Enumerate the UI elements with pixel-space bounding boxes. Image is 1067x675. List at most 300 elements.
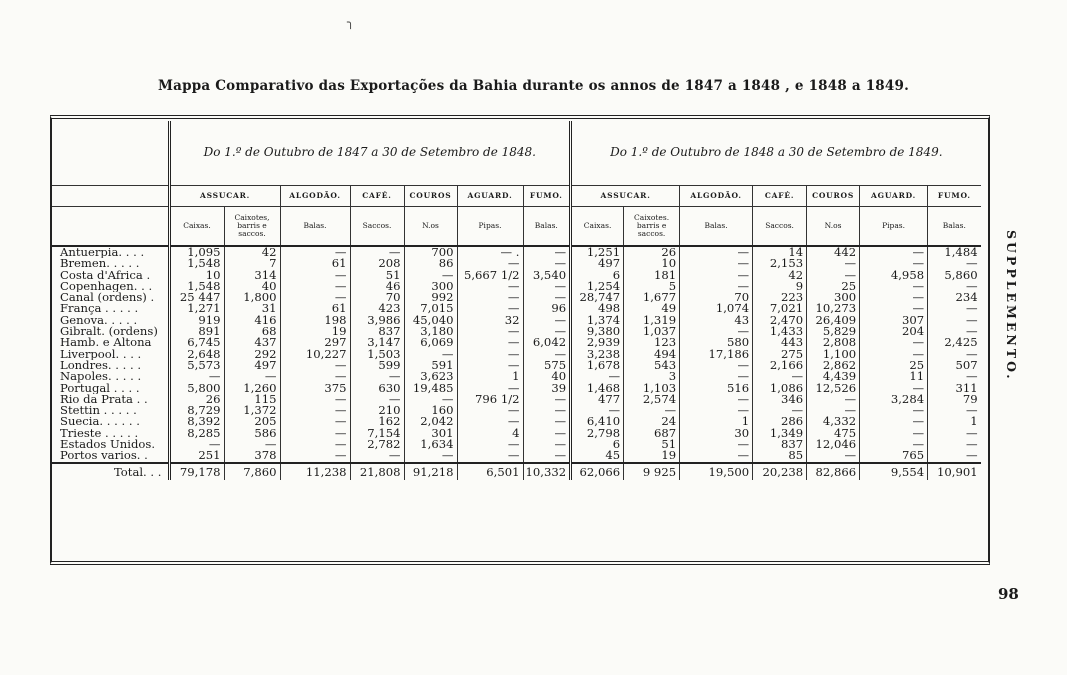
value-cell: 14 — [753, 246, 807, 258]
group-header: COUROS — [404, 186, 457, 207]
value-cell: 5,573 — [169, 360, 224, 371]
unit-header: Pipas. — [457, 207, 523, 247]
group-header: FUMO. — [928, 186, 981, 207]
value-cell: — — [571, 405, 624, 416]
unit-header: Balas. — [928, 207, 981, 247]
value-cell: 208 — [350, 258, 404, 269]
value-cell: 6,069 — [404, 337, 457, 348]
value-cell: 31 — [224, 303, 280, 314]
value-cell: 40 — [523, 371, 571, 382]
value-cell: — — [224, 439, 280, 450]
value-cell: — — [753, 371, 807, 382]
destination-name: Genova. . . . . — [60, 314, 138, 327]
value-cell: — — [860, 246, 928, 258]
value-cell: — — [624, 405, 680, 416]
value-cell: — — [680, 281, 753, 292]
value-cell: 2,798 — [571, 428, 624, 439]
value-cell: — — [680, 439, 753, 450]
destination-name: Costa d'Africa . — [60, 269, 151, 281]
value-cell: 475 — [807, 428, 860, 439]
value-cell: 297 — [280, 337, 350, 348]
value-cell: 181 — [624, 270, 680, 281]
total-cell: 82,866 — [807, 463, 860, 480]
value-cell: 43 — [680, 315, 753, 326]
corner-cell — [52, 121, 169, 186]
table-body — [52, 246, 981, 480]
table-row — [52, 281, 981, 292]
total-cell: 11,238 — [280, 463, 350, 480]
value-cell: 442 — [807, 246, 860, 258]
value-cell: 687 — [624, 428, 680, 439]
value-cell: 10,273 — [807, 303, 860, 314]
group-header: AGUARD. — [860, 186, 928, 207]
value-cell: 437 — [224, 337, 280, 348]
total-cell: 10,332 — [523, 463, 571, 480]
value-cell: — — [523, 315, 571, 326]
value-cell: — — [807, 450, 860, 462]
value-cell: 70 — [680, 292, 753, 303]
total-label: Total. . . — [52, 463, 169, 480]
side-label: SUPPLEMENTO. — [1004, 230, 1019, 382]
value-cell: 4,332 — [807, 416, 860, 427]
value-cell: 3,623 — [404, 371, 457, 382]
value-cell: — — [928, 371, 981, 382]
value-cell: 6,410 — [571, 416, 624, 427]
value-cell: 301 — [404, 428, 457, 439]
total-cell: 79,178 — [169, 463, 224, 480]
value-cell: — — [523, 450, 571, 462]
value-cell: 1,254 — [571, 281, 624, 292]
group-header: ASSUCAR. — [571, 186, 680, 207]
value-cell: 575 — [523, 360, 571, 371]
value-cell: 1,678 — [571, 360, 624, 371]
value-cell: 26 — [169, 394, 224, 405]
value-cell: — — [280, 405, 350, 416]
value-cell: 586 — [224, 428, 280, 439]
value-cell: 2,042 — [404, 416, 457, 427]
value-cell: 1,374 — [571, 315, 624, 326]
value-cell: — — [457, 349, 523, 360]
value-cell: — — [350, 246, 404, 258]
value-cell: — — [280, 439, 350, 450]
destination-name: Trieste . . . . . — [60, 427, 139, 440]
value-cell: 2,470 — [753, 315, 807, 326]
value-cell: 1,677 — [624, 292, 680, 303]
value-cell: — — [860, 428, 928, 439]
unit-header: Caixas. — [571, 207, 624, 247]
table-row — [52, 416, 981, 427]
value-cell: 300 — [404, 281, 457, 292]
value-cell: 2,808 — [807, 337, 860, 348]
group-header: ASSUCAR. — [169, 186, 280, 207]
group-header: CAFÉ. — [753, 186, 807, 207]
value-cell: 1,074 — [680, 303, 753, 314]
value-cell: — — [928, 439, 981, 450]
value-cell: — — [280, 428, 350, 439]
value-cell: 68 — [224, 326, 280, 337]
value-cell: 891 — [169, 326, 224, 337]
destination-name: Londres. . . . . — [60, 359, 142, 372]
table-row — [52, 315, 981, 326]
value-cell: 8,392 — [169, 416, 224, 427]
value-cell: 25 — [807, 281, 860, 292]
value-cell: 26,409 — [807, 315, 860, 326]
value-cell: — . — [457, 246, 523, 258]
value-cell: — — [860, 416, 928, 427]
value-cell: — — [523, 258, 571, 269]
value-cell: — — [860, 292, 928, 303]
value-cell: 61 — [280, 258, 350, 269]
value-cell: — — [280, 371, 350, 382]
value-cell: 8,729 — [169, 405, 224, 416]
value-cell: — — [523, 416, 571, 427]
value-cell: 423 — [350, 303, 404, 314]
value-cell: — — [280, 281, 350, 292]
value-cell: 3,540 — [523, 270, 571, 281]
value-cell: 9,380 — [571, 326, 624, 337]
destination-name: Napoles. . . . . — [60, 371, 142, 383]
value-cell: 17,186 — [680, 349, 753, 360]
value-cell: 1,095 — [169, 246, 224, 258]
total-cell: 62,066 — [571, 463, 624, 480]
group-header: FUMO. — [523, 186, 571, 207]
value-cell: 1 — [680, 416, 753, 427]
value-cell: — — [680, 360, 753, 371]
value-cell: — — [457, 303, 523, 314]
value-cell: 25 447 — [169, 292, 224, 303]
value-cell: 6 — [571, 270, 624, 281]
value-cell: 4,958 — [860, 270, 928, 281]
corner-cell — [52, 207, 169, 247]
unit-header: Balas. — [280, 207, 350, 247]
value-cell: — — [928, 281, 981, 292]
value-cell: — — [350, 394, 404, 405]
value-cell: 223 — [753, 292, 807, 303]
value-cell: 1,086 — [753, 383, 807, 394]
value-cell: — — [928, 303, 981, 314]
value-cell: 1,319 — [624, 315, 680, 326]
value-cell: — — [169, 371, 224, 382]
value-cell: — — [457, 281, 523, 292]
value-cell: — — [523, 405, 571, 416]
value-cell: 7 — [224, 258, 280, 269]
value-cell: — — [523, 349, 571, 360]
value-cell: 8,285 — [169, 428, 224, 439]
value-cell: — — [457, 292, 523, 303]
value-cell: — — [457, 337, 523, 348]
value-cell: — — [928, 326, 981, 337]
value-cell: — — [680, 326, 753, 337]
value-cell: 1,103 — [624, 383, 680, 394]
value-cell: 9 — [753, 281, 807, 292]
value-cell: 204 — [860, 326, 928, 337]
value-cell: 497 — [571, 258, 624, 269]
destination-name: Portugal . . . . — [60, 382, 140, 394]
value-cell: 416 — [224, 315, 280, 326]
value-cell: 205 — [224, 416, 280, 427]
value-cell: 591 — [404, 360, 457, 371]
value-cell: 3,986 — [350, 315, 404, 326]
value-cell: 4,439 — [807, 371, 860, 382]
value-cell: — — [860, 258, 928, 269]
value-cell: — — [680, 371, 753, 382]
value-cell: 6,042 — [523, 337, 571, 348]
value-cell: 11 — [860, 371, 928, 382]
unit-header: N.os — [807, 207, 860, 247]
value-cell: 19 — [280, 326, 350, 337]
value-cell: — — [457, 326, 523, 337]
value-cell: — — [807, 394, 860, 405]
value-cell: 7,154 — [350, 428, 404, 439]
value-cell: 275 — [753, 349, 807, 360]
value-cell: 494 — [624, 349, 680, 360]
unit-header: Caixotes, barris e saccos. — [224, 207, 280, 247]
value-cell: 992 — [404, 292, 457, 303]
value-cell: 5,667 1/2 — [457, 270, 523, 281]
value-cell: — — [680, 258, 753, 269]
value-cell: 1,372 — [224, 405, 280, 416]
value-cell: 2,648 — [169, 349, 224, 360]
value-cell: 25 — [860, 360, 928, 371]
value-cell: 1,503 — [350, 349, 404, 360]
value-cell: 5,829 — [807, 326, 860, 337]
value-cell: 837 — [350, 326, 404, 337]
value-cell: — — [280, 416, 350, 427]
value-cell: 24 — [624, 416, 680, 427]
value-cell: 6,745 — [169, 337, 224, 348]
value-cell: — — [928, 349, 981, 360]
value-cell: 30 — [680, 428, 753, 439]
destination-name: Estados Unidos. — [60, 439, 156, 451]
table-row — [52, 292, 981, 303]
value-cell: — — [571, 371, 624, 382]
exports-table — [52, 121, 981, 480]
value-cell: — — [280, 292, 350, 303]
value-cell: 3 — [624, 371, 680, 382]
value-cell: 85 — [753, 450, 807, 462]
value-cell: 1,484 — [928, 246, 981, 258]
total-cell: 9,554 — [860, 463, 928, 480]
value-cell: 630 — [350, 383, 404, 394]
destination-name: Stettin . . . . . — [60, 405, 137, 417]
value-cell: 61 — [280, 303, 350, 314]
value-cell: — — [224, 371, 280, 382]
value-cell: 4 — [457, 428, 523, 439]
value-cell: 3,180 — [404, 326, 457, 337]
value-cell: — — [680, 450, 753, 462]
unit-header: Caixotes. barris e saccos. — [624, 207, 680, 247]
value-cell: — — [860, 281, 928, 292]
value-cell: — — [807, 405, 860, 416]
destination-name: França . . . . . — [60, 303, 139, 315]
value-cell: 5,860 — [928, 270, 981, 281]
value-cell: 19,485 — [404, 383, 457, 394]
value-cell: 12,046 — [807, 439, 860, 450]
value-cell: 26 — [624, 246, 680, 258]
table-row — [52, 246, 981, 258]
value-cell: — — [928, 405, 981, 416]
group-header: AGUARD. — [457, 186, 523, 207]
value-cell: 300 — [807, 292, 860, 303]
value-cell: — — [457, 360, 523, 371]
value-cell: 2,939 — [571, 337, 624, 348]
value-cell: — — [169, 439, 224, 450]
value-cell: — — [860, 337, 928, 348]
value-cell: 543 — [624, 360, 680, 371]
value-cell: 2,425 — [928, 337, 981, 348]
corner-cell — [52, 186, 169, 207]
value-cell: — — [928, 428, 981, 439]
value-cell: 51 — [350, 270, 404, 281]
value-cell: — — [457, 383, 523, 394]
value-cell: 307 — [860, 315, 928, 326]
value-cell: — — [523, 394, 571, 405]
value-cell: 378 — [224, 450, 280, 462]
value-cell: 160 — [404, 405, 457, 416]
table-row — [52, 394, 981, 405]
value-cell: 3,147 — [350, 337, 404, 348]
value-cell: 5 — [624, 281, 680, 292]
value-cell: 2,782 — [350, 439, 404, 450]
unit-header: Saccos. — [350, 207, 404, 247]
value-cell: 198 — [280, 315, 350, 326]
value-cell: — — [457, 450, 523, 462]
total-cell: 21,808 — [350, 463, 404, 480]
value-cell: 286 — [753, 416, 807, 427]
table-row — [52, 405, 981, 416]
value-cell: — — [404, 270, 457, 281]
value-cell: 346 — [753, 394, 807, 405]
total-cell: 9 925 — [624, 463, 680, 480]
group-header: ALGODÃO. — [680, 186, 753, 207]
table-row — [52, 303, 981, 314]
table-row — [52, 360, 981, 371]
value-cell: — — [928, 258, 981, 269]
value-cell: 251 — [169, 450, 224, 462]
value-cell: 234 — [928, 292, 981, 303]
value-cell: 1,260 — [224, 383, 280, 394]
value-cell: 837 — [753, 439, 807, 450]
value-cell: 51 — [624, 439, 680, 450]
value-cell: 292 — [224, 349, 280, 360]
value-cell: 39 — [523, 383, 571, 394]
value-cell: 1,433 — [753, 326, 807, 337]
destination-name: Suecia. . . . . . — [60, 416, 140, 428]
value-cell: 42 — [224, 246, 280, 258]
table-row — [52, 371, 981, 382]
value-cell: — — [680, 246, 753, 258]
table-row — [52, 450, 981, 462]
value-cell: — — [280, 394, 350, 405]
group-header: CAFÉ. — [350, 186, 404, 207]
total-cell: 19,500 — [680, 463, 753, 480]
period-1-header: Do 1.º de Outubro de 1847 a 30 de Setembro de 1848. — [169, 121, 571, 186]
value-cell: — — [928, 315, 981, 326]
table-row — [52, 326, 981, 337]
value-cell: 516 — [680, 383, 753, 394]
table-row — [52, 439, 981, 450]
value-cell: 12,526 — [807, 383, 860, 394]
group-header: ALGODÃO. — [280, 186, 350, 207]
value-cell: 45,040 — [404, 315, 457, 326]
total-cell: 10,901 — [928, 463, 981, 480]
value-cell: 1,548 — [169, 281, 224, 292]
value-cell: — — [404, 450, 457, 462]
value-cell: — — [928, 450, 981, 462]
value-cell: 123 — [624, 337, 680, 348]
value-cell: — — [457, 439, 523, 450]
value-cell: 1,251 — [571, 246, 624, 258]
value-cell: — — [404, 349, 457, 360]
destination-name: Rio da Prata . . — [60, 393, 148, 406]
total-cell: 20,238 — [753, 463, 807, 480]
destination-name: Copenhagen. . . — [60, 280, 153, 293]
value-cell: — — [860, 383, 928, 394]
value-cell: 45 — [571, 450, 624, 462]
destination-name: Portos varios. . — [60, 450, 148, 463]
destination-name: Bremen. . . . . — [60, 258, 140, 270]
value-cell: 311 — [928, 383, 981, 394]
table-row — [52, 428, 981, 439]
value-cell: 210 — [350, 405, 404, 416]
value-cell: 796 1/2 — [457, 394, 523, 405]
value-cell: — — [280, 360, 350, 371]
value-cell: 162 — [350, 416, 404, 427]
value-cell: — — [280, 270, 350, 281]
value-cell: 79 — [928, 394, 981, 405]
value-cell: — — [807, 258, 860, 269]
value-cell: 96 — [523, 303, 571, 314]
value-cell: — — [680, 394, 753, 405]
value-cell: — — [350, 450, 404, 462]
destination-name: Hamb. e Altona — [60, 337, 152, 349]
page-title: Mappa Comparativo das Exportações da Bahia durante os annos de 1847 a 1848 , e 1848 a 1849. — [158, 78, 909, 94]
value-cell: — — [280, 246, 350, 258]
unit-header: Balas. — [680, 207, 753, 247]
value-cell: 32 — [457, 315, 523, 326]
value-cell: — — [523, 428, 571, 439]
value-cell: 1,100 — [807, 349, 860, 360]
unit-header: Caixas. — [169, 207, 224, 247]
unit-header: N.os — [404, 207, 457, 247]
value-cell: 443 — [753, 337, 807, 348]
value-cell: 477 — [571, 394, 624, 405]
value-cell: 86 — [404, 258, 457, 269]
value-cell: 7,021 — [753, 303, 807, 314]
value-cell: — — [860, 439, 928, 450]
value-cell: — — [457, 405, 523, 416]
value-cell: 1,037 — [624, 326, 680, 337]
value-cell: — — [680, 270, 753, 281]
value-cell: — — [280, 450, 350, 462]
table-row — [52, 270, 981, 281]
value-cell: — — [457, 416, 523, 427]
value-cell: 115 — [224, 394, 280, 405]
table-row — [52, 337, 981, 348]
value-cell: 28,747 — [571, 292, 624, 303]
value-cell: 10,227 — [280, 349, 350, 360]
value-cell: — — [860, 349, 928, 360]
value-cell: 3,284 — [860, 394, 928, 405]
value-cell: — — [753, 405, 807, 416]
value-cell: 507 — [928, 360, 981, 371]
table-row — [52, 383, 981, 394]
destination-name: Antuerpia. . . . — [60, 246, 145, 259]
value-cell: 375 — [280, 383, 350, 394]
value-cell: — — [523, 292, 571, 303]
value-cell: 599 — [350, 360, 404, 371]
value-cell: 10 — [169, 270, 224, 281]
